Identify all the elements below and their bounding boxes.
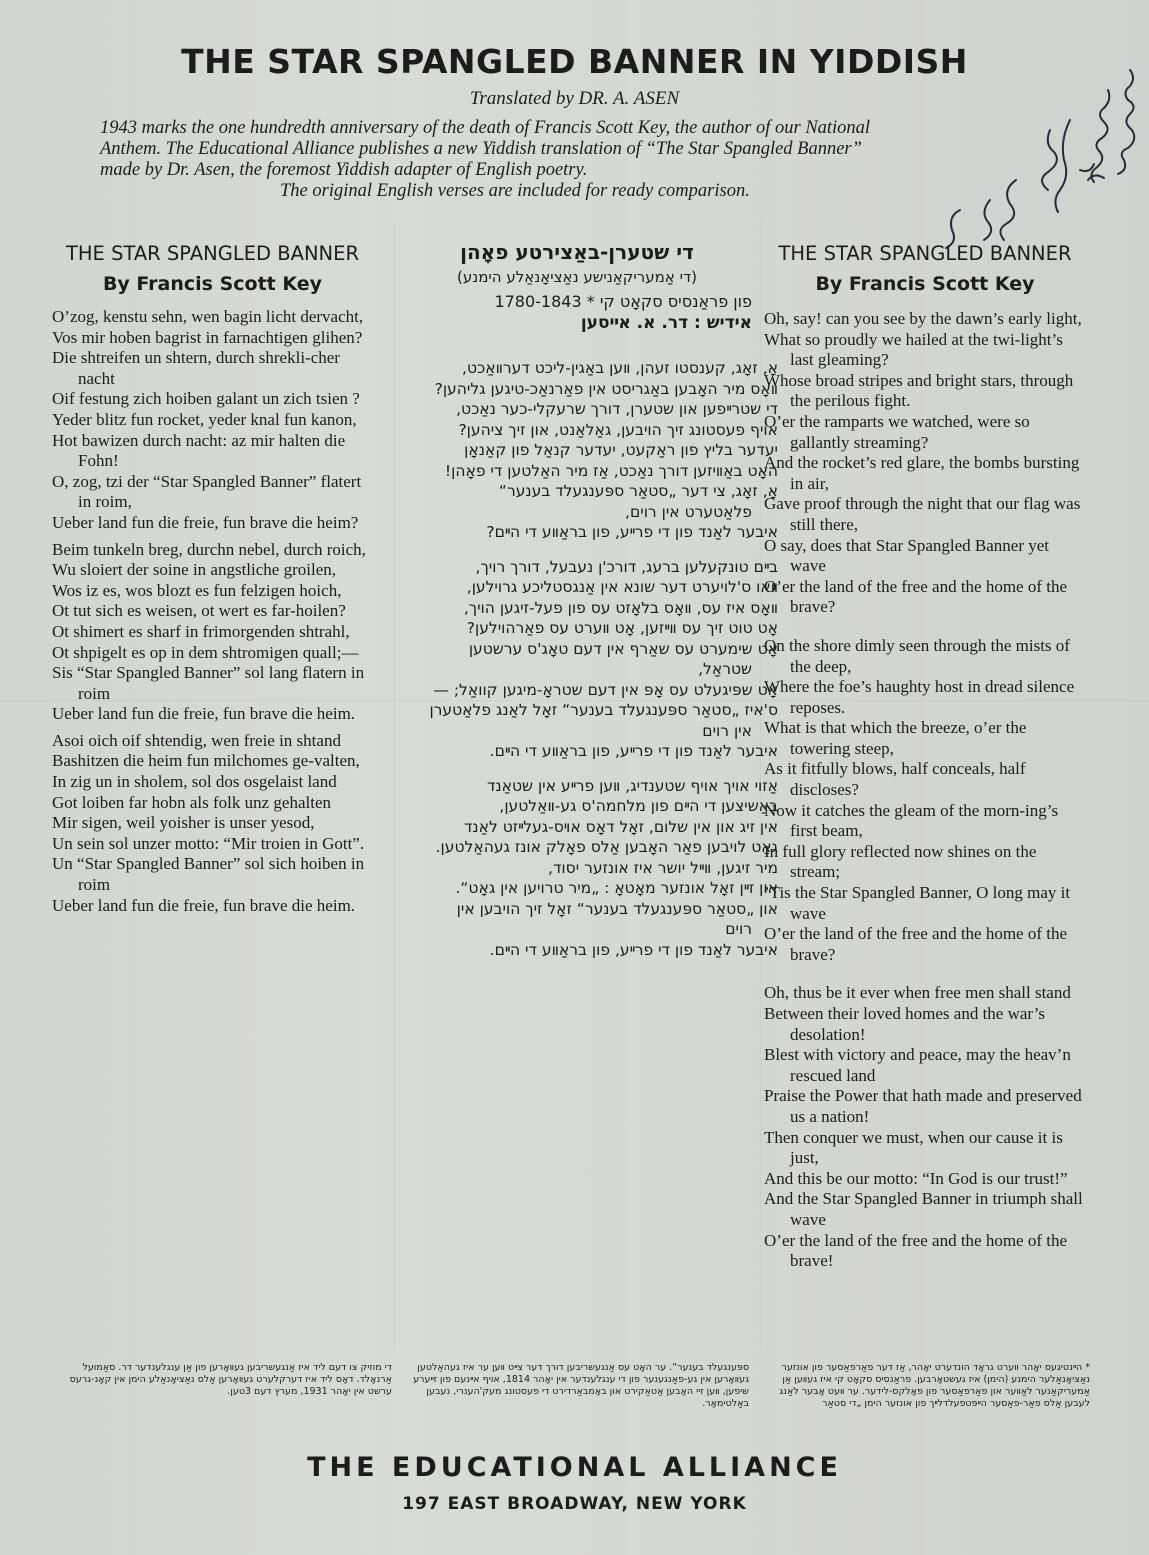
verse-line: אָט שפּיגעלט עס אָפּ אין דעם שטראָ-מיגען קוואַל; — — [433, 680, 778, 699]
yiddish-verses — [402, 358, 778, 960]
verse-line: באַשיצען די הײם פון מלחמה'ס גע-װאַלטען, — [499, 797, 778, 815]
yiddish-translator-line: אידיש : דר. א. אײסען — [580, 313, 752, 333]
verse-line: O, zog, tzi der “Star Spangled Banner” flatert in roim, — [52, 471, 362, 512]
yiddish-column-heading — [402, 240, 752, 333]
verse-line: Blest with victory and peace, may the heav’n rescued land — [764, 1045, 1071, 1085]
left-heading: THE STAR SPANGLED BANNER — [65, 242, 360, 265]
publisher-name: THE EDUCATIONAL ALLIANCE — [307, 1452, 842, 1483]
intro-line: The original English verses are included for ready comparison. — [280, 181, 750, 201]
verse-line: אין זיג און אין שלום, זאָל דאָס אױס-געלײזט לאַנד — [463, 817, 778, 836]
left-english-verses — [52, 307, 377, 916]
verse-line: װאָס איז עס, װאָס בלאָזט עס פון פעל-זיגען הויך, — [463, 598, 778, 617]
verse-line: Ot tut sich es weisen, ot wert es far-hoilen? — [52, 601, 346, 621]
verse-line: װאָס מיר האָבען באַגריסט אין פאַרנאַכ-טיגען גליהען? — [434, 379, 778, 398]
translator-credit: Translated by DR. A. ASEN — [469, 88, 680, 109]
verse-line: Wos iz es, wos blozt es fun felzigen hoich, — [52, 580, 342, 600]
verse-line: Ueber land fun die freie, fun brave die heim. — [52, 704, 356, 724]
verse-line: איבער לאַנד פון די פרײע, פון בראַװע די הײם. — [489, 742, 778, 760]
verse-line: Ueber land fun die freie, fun brave die heim? — [52, 512, 359, 532]
yiddish-heading: די שטערן-באַצירטע פאָהן — [460, 240, 694, 264]
verse-line: בײם טונקעלען ברעג, דורכ'ן נעבעל, דורך רויך, — [475, 557, 778, 576]
verse-line: אַזוי אויך אויף שטענדיג, װען פרײע אין שטאַנד — [486, 776, 778, 795]
verse-line: יעדער בליץ פון ראַקעט, יעדער קנאַל פון קאַנאָן — [464, 441, 778, 459]
left-byline: By Francis Scott Key — [102, 273, 323, 295]
publisher-address: 197 EAST BROADWAY, NEW YORK — [402, 1494, 747, 1514]
verse-line: Asoi oich oif shtendig, wen freie in shtand — [52, 730, 341, 750]
verse-line: Bashitzen die heim fun milchomes ge-valten, — [52, 751, 360, 771]
verse-line: Gave proof through the night that our flag was still there, — [764, 494, 1081, 534]
verse-line: Ot shpigelt es op in dem shtromigen quall;— — [52, 642, 359, 662]
verse-line: מיר זיגען, װײל יושר איז אונזער יסוד, — [548, 858, 778, 877]
verse-line: אָט שימערט עס שאַרף אין דעם טאָג'ס ערשטען שטראַל, — [468, 639, 778, 678]
verse-line: איבער לאַנד פון די פרײע, פון בראַװע די הײם? — [486, 523, 778, 541]
verse-line: און „סטאַר ספּענגעלד בענער“ זאָל זיך הויבען אין רוים — [456, 899, 778, 938]
verse-line: Then conquer we must, when our cause it is just, — [764, 1127, 1063, 1168]
verse-line: אָ, זאָג, צי דער „סטאַר ספּענגעלד בענער“ פלאַטערט אין רוים, — [498, 482, 778, 521]
right-column-heading — [760, 242, 1090, 295]
verse-line: Die shtreifen un shtern, durch shrekli-cher nacht — [52, 348, 340, 388]
intro-line: 1943 marks the one hundredth anniversary of the death of Francis Scott Key, the author of our National — [100, 118, 871, 138]
verse-line: And this be our motto: “In God is our trust!” — [764, 1168, 1068, 1188]
right-byline: By Francis Scott Key — [815, 273, 1035, 295]
verse-line: Whose broad stripes and bright stars, through the perilous fight. — [764, 370, 1074, 411]
verse-line: What so proudly we hailed at the twi-light’s last gleaming? — [764, 329, 1063, 370]
verse-line: O’er the land of the free and the home of the brave? — [764, 576, 1068, 617]
footnote-middle: ספּענגעלד בענער“. ער האָט עס אַנגעשריבען דורך דער צײט װען ער איז געהאַלטען געװאָרען אין גע-פאַנגענער פון די ענגלענדער אין יאָהר 1814, אויף אײנעם פון זײערע שיפען, װען זיי האָבען אַטאַקירט און באָמבאַרדירט די פעסטונג מעק'הענרי, נעבען באַלטימאָר. — [413, 1362, 749, 1409]
verse-line: In full glory reflected now shines on the stream; — [764, 841, 1037, 882]
verse-line: Un sein sol unzer motto: “Mir troien in Gott”. — [52, 833, 365, 853]
verse-line: איבער לאַנד פון די פרײע, פון בראַװע די הײם. — [489, 940, 778, 959]
intro-line: Anthem. The Educational Alliance publishes a new Yiddish translation of “The Star Spangled Banner” — [100, 139, 862, 159]
verse-line: Praise the Power that hath made and preserved us a nation! — [764, 1086, 1082, 1126]
verse-line: Ot shimert es sharf in frimorgenden shtrahl, — [52, 621, 350, 641]
verse-line: O’er the land of the free and the home of the brave? — [764, 924, 1068, 964]
verse-line: די שטרײפען און שטערן, דורך שרעקלי-כער נאַכט, — [456, 400, 778, 418]
handwritten-inscription — [920, 60, 1149, 260]
verse-line: What is that which the breeze, o’er the towering steep, — [764, 718, 1027, 758]
verse-line: In zig un in sholem, sol dos osgelaist land — [52, 772, 337, 792]
yiddish-subheading: (די אַמעריקאַנישע נאַציאָנאַלע הימנע) — [456, 268, 698, 286]
yiddish-author-line: פון פראַנסיס סקאָט קי * 1780-1843 — [494, 292, 752, 311]
verse-line: Vos mir hoben bagrist in farnachtigen glihen? — [52, 327, 363, 347]
paper-fold — [394, 220, 395, 1350]
verse-line: As it fitfully blows, half conceals, half discloses? — [764, 759, 1026, 800]
verse-line: Hot bawizen durch nacht: az mir halten die Fohn! — [52, 430, 346, 471]
verse-line: אָ, זאָג, קענסטו זעהן, װען באַגין-ליכט דערװאַכט, — [462, 359, 778, 377]
verse-line: O’zog, kenstu sehn, wen bagin licht dervacht, — [52, 307, 364, 326]
verse-line: O say, does that Star Spangled Banner yet wave — [764, 535, 1049, 576]
verse-line: Where the foe’s haughty host in dread silence reposes. — [764, 677, 1075, 717]
verse-line: האָט באַװיזען דורך נאַכט, אַז מיר האַלטען די פאָהן! — [444, 461, 778, 480]
verse-line: Un “Star Spangled Banner” sol sich hoiben in roim — [52, 854, 365, 895]
intro-paragraph — [100, 118, 1040, 202]
verse-line: O’er the ramparts we watched, were so gallantly streaming? — [764, 411, 1030, 452]
page-title: THE STAR SPANGLED BANNER IN YIDDISH — [181, 42, 968, 81]
footnote-left: די מוזיק צו דעם ליד איז אַנגעשריבען געװאָרען פון אַן ענגלענדער דר. סאַמועל אַרנאָלד. דאָס ליד איז דערקלערט געװאָרען אַלס נאַציאָנאַלע הימן אין קאָנ-גרעס ערשט אין יאָהר 1931, מערץ דעם 3טען. — [69, 1362, 392, 1397]
intro-line: made by Dr. Asen, the foremost Yiddish adapter of English poetry. — [100, 160, 588, 180]
verse-line: O’er the land of the free and the home of the brave! — [764, 1230, 1068, 1271]
verse-line: ’Tis the Star Spangled Banner, O long may it wave — [764, 883, 1071, 923]
verse-line: On the shore dimly seen through the mists of the deep, — [764, 635, 1070, 676]
verse-line: Beim tunkeln breg, durchn nebel, durch roich, — [52, 539, 366, 559]
verse-line: Sis “Star Spangled Banner” sol lang flatern in roim — [52, 663, 365, 703]
verse-line: Ueber land fun die freie, fun brave die heim. — [52, 895, 356, 915]
footnote-right: * הײנטיגעס יאָהר װערט גראָד הונדערט יאָהר, אַז דער פאַרפאַסער פון אונזער נאַציאָנאַלער הימנע (הימן) איז געשטאָרבען. פראַנסיס סקאָט קי איז געװען אַן אַמעריקאַנער לאַװער און פאַרפאַסער פון פאָלקס-לידער. ער װעט אָבער לאַנג לעבען אַלס פאַר-פאַסער הײפּטפעלדלײך פון אונזער הימן „די סטאַר — [779, 1362, 1090, 1409]
verse-line: אָט טוט זיך עס װײזען, אָט װערט עס פאַרהוילען? — [466, 619, 778, 637]
right-heading: THE STAR SPANGLED BANNER — [778, 242, 1072, 265]
verse-line: Oh, thus be it ever when free men shall stand — [764, 983, 1071, 1003]
verse-line: ס'איז „סטאַר ספּענגעלד בענער“ זאָל לאַנג פלאַטערן אין רוים — [429, 701, 778, 740]
left-column-heading — [50, 242, 375, 295]
verse-line: Oif festung zich hoiben galant un zich tsien ? — [52, 389, 360, 409]
verse-line: Between their loved homes and the war’s desolation! — [764, 1004, 1046, 1044]
verse-line: And the Star Spangled Banner in triumph shall wave — [764, 1189, 1083, 1229]
verse-line: Got loiben far hobn als folk unz gehalten — [52, 792, 332, 812]
right-english-verses — [764, 309, 1086, 1272]
verse-line: Wu sloiert der soine in angstliche groilen, — [52, 560, 336, 580]
verse-line: װאו ס'לויערט דער שונא אין אַנגסטליכע גרוילען, — [466, 578, 778, 596]
verse-line: Yeder blitz fun rocket, yeder knal fun kanon, — [52, 409, 357, 429]
verse-line: Now it catches the gleam of the morn-ing’s first beam, — [764, 800, 1059, 841]
verse-line: Mir sigen, weil yoisher is unser yesod, — [52, 813, 315, 833]
verse-line: And the rocket’s red glare, the bombs bursting in air, — [764, 453, 1080, 493]
verse-line: Oh, say! can you see by the dawn’s early light, — [764, 309, 1082, 328]
verse-line: אויף פעסטונג זיך הויבען, גאַלאַנט, און זיך ציהען? — [458, 420, 778, 439]
verse-line: גאָט לויבען פאַר האָבען אַלס פאָלק אונז געהאַלטען. — [435, 838, 778, 856]
verse-line: און זײן זאָל אונזער מאָטאָ : „מיר טרויען אין גאָט“. — [455, 879, 778, 897]
